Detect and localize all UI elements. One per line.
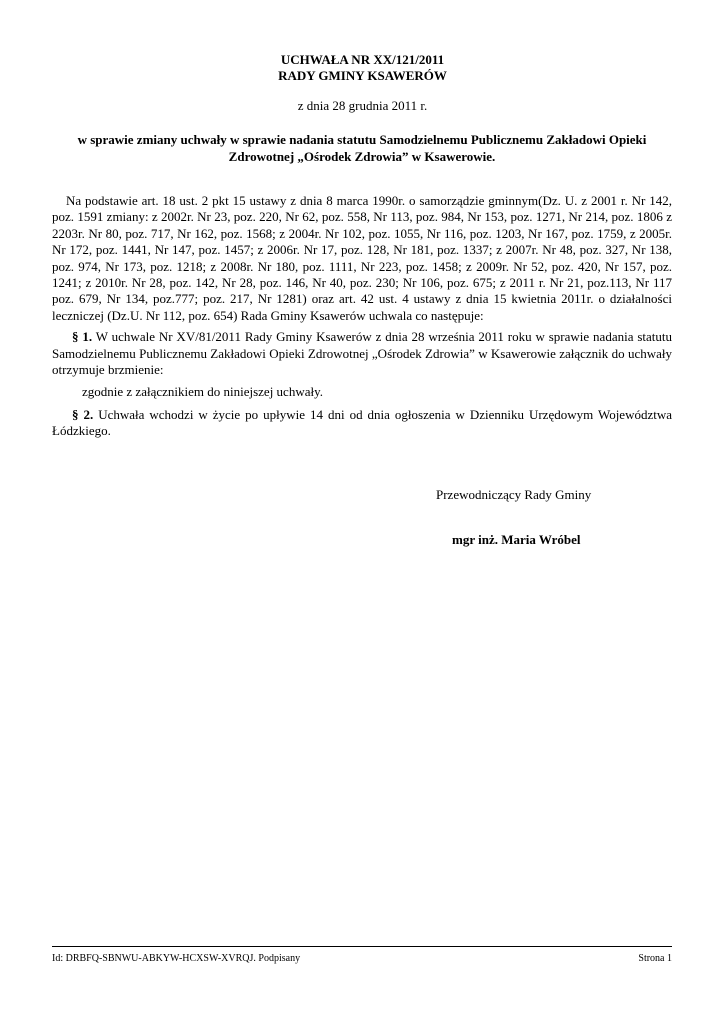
- resolution-title: [0, 52, 725, 84]
- resolution-date: z dnia 28 grudnia 2011 r.: [297, 98, 428, 113]
- title-line-1: UCHWAŁA NR XX/121/2011: [280, 52, 445, 67]
- paragraph-1-label: § 1.: [72, 329, 93, 345]
- paragraph-2-label: § 2.: [72, 406, 94, 422]
- footer-page-number: Strona 1: [638, 953, 672, 964]
- subject-line-1: w sprawie zmiany uchwały w sprawie nadania statutu Samodzielnemu Publicznemu Zakładowi Opieki: [77, 132, 647, 147]
- legal-basis-paragraph: Na podstawie art. 18 ust. 2 pkt 15 ustawy z dnia 8 marca 1990r. o samorządzie gminnym(Dz. U. z 2001 r. Nr 142, poz. 1591 zmiany: z 2002r. Nr 23, poz. 220, Nr 62, poz. 558, Nr 113, poz. 984, Nr 153, poz. 1271, Nr 214, poz. 1806 z 2203r. Nr 80, poz. 717, Nr 162, poz. 1568; z 2004r. Nr 102, poz. 1055, Nr 116, poz. 1203, Nr 167, poz. 1759, z 2005r. Nr 172, poz. 1441, Nr 147, poz. 1457; z 2006r. Nr 17, poz. 128, Nr 181, poz. 1337; z 2007r. Nr 48, poz. 327, Nr 138, poz. 974, Nr 173, poz. 1218; z 2008r. Nr 180, poz. 1111, Nr 223, poz. 1458; z 2009r. Nr 52, poz. 420, Nr 157, poz. 1241; z 2010r. Nr 28, poz. 142, Nr 28, poz. 146, Nr 40, poz. 230; Nr 106, poz. 675; z 2011 r. Nr 21, poz.113, Nr 117 poz. 679, Nr 134, poz.777; poz. 217, Nr 1281) oraz art. 42 ust. 4 ustawy z dnia 15 kwietnia 2011r. o działalności leczniczej (Dz.U. Nr 112, poz. 654) Rada Gminy Ksawerów uchwala co następuje:: [52, 193, 672, 323]
- subject-line-2: Zdrowotnej „Ośrodek Zdrowia” w Ksawerowie.: [228, 148, 496, 164]
- paragraph-2: [52, 407, 672, 440]
- chair-role: Przewodniczący Rady Gminy: [436, 487, 592, 502]
- paragraph-2-text: Uchwała wchodzi w życie po upływie 14 dni od dnia ogłoszenia w Dzienniku Urzędowym Województwa Łódzkiego.: [52, 406, 673, 439]
- resolution-subject: [52, 132, 672, 165]
- resolution-body: [52, 193, 672, 440]
- paragraph-1-quote: zgodnie z załącznikiem do niniejszej uchwały.: [82, 384, 324, 400]
- paragraph-1: [52, 329, 672, 378]
- footer-divider: [52, 946, 672, 947]
- title-line-2: RADY GMINY KSAWERÓW: [278, 68, 447, 83]
- chair-name: mgr inż. Maria Wróbel: [452, 532, 581, 547]
- footer-document-id: Id: DRBFQ-SBNWU-ABKYW-HCXSW-XVRQJ. Podpisany: [52, 953, 301, 964]
- paragraph-1-text: W uchwale Nr XV/81/2011 Rady Gminy Ksawerów z dnia 28 września 2011 roku w sprawie nadania statutu Samodzielnemu Publicznemu Zakładowi Opieki Zdrowotnej „Ośrodek Zdrowia” w Ksawerowie załącznik do uchwały otrzymuje brzmienie:: [52, 329, 673, 378]
